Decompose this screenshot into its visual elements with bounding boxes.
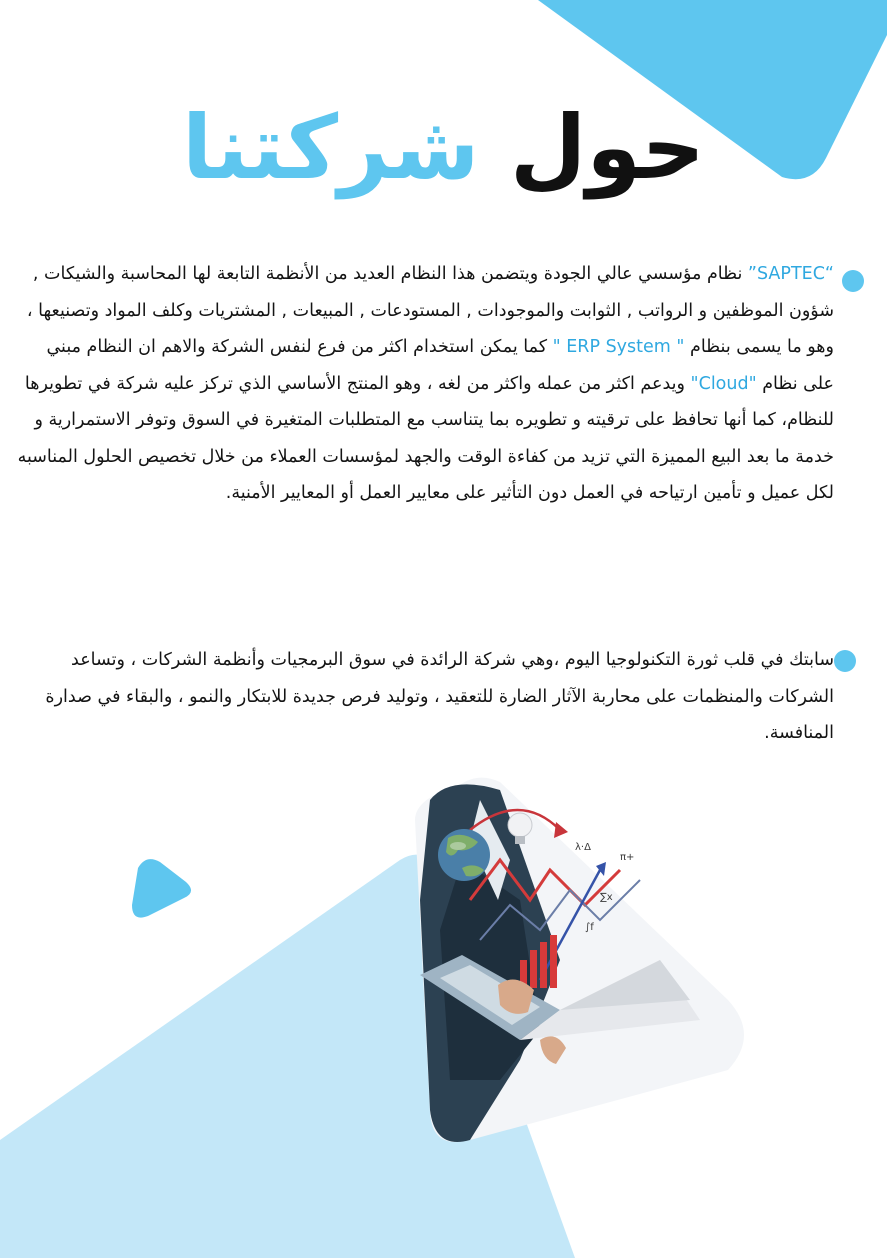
svg-text:∑x: ∑x: [600, 892, 613, 903]
globe-icon: [438, 829, 490, 881]
svg-text:λ·Δ: λ·Δ: [575, 842, 591, 853]
cloud-label: "Cloud": [690, 373, 757, 394]
paragraph-text-a: نظام مؤسسي عالي الجودة ويتضمن هذا النظام العديد من الأنظمة التابعة لها المحاسبة والشيكات , شؤون الموظفين و الرواتب , الثوابت والموجودات , المستودعات , المبيعات , المشتريات وكلف المواد وتصنيعها ، وهو ما يسمى بنظام: [26, 264, 834, 357]
svg-text:π+: π+: [620, 852, 635, 863]
circle-bullet-icon: [834, 650, 856, 672]
title-word-about: حول: [510, 96, 705, 199]
erp-system-label: " ERP System ": [552, 337, 685, 357]
paragraph-text-c: ويدعم اكثر من عمله واكثر من لغه ، وهو المنتج الأساسي الذي تركز عليه شركة في تطويرها للنظام، كما أنها تحافظ على ترقيته و تطويره بما يتناسب مع المتطلبات المتغيرة في السوق وتوفر الاستمرارية و خدمة ما بعد البيع المميزة التي تزيد من كفاءة الوقت والجهد لمؤسسات العملاء من خلال تخصيص الحلول المناسبه لكل عميل و تأمين ارتياحه في العمل دون التأثير على معايير العمل أو المعايير الأمنية.: [17, 373, 834, 503]
paragraph-technology: سابتك في قلب ثورة التكنولوجيا اليوم ،وهي شركة الرائدة في سوق البرمجيات وأنظمة الشركات ، وتساعد الشركات والمنظمات على محاربة الآثار الضارة للتعقيد ، وتوليد فرص جديدة للابتكار والنمو ، والبقاء في صدارة المنافسة.: [45, 650, 834, 743]
paragraph-text-b: كما يمكن استخدام اكثر من فرع لنفس الشركة والاهم ان النظام مبني على نظام: [46, 337, 834, 394]
page-title: [0, 95, 887, 201]
paragraph-saptec: [14, 256, 834, 512]
svg-text:∫f: ∫f: [585, 922, 594, 933]
circle-bullet-icon: [842, 270, 864, 292]
title-word-company: شركتنا: [182, 96, 480, 199]
brand-name: “SAPTEC”: [747, 264, 834, 284]
